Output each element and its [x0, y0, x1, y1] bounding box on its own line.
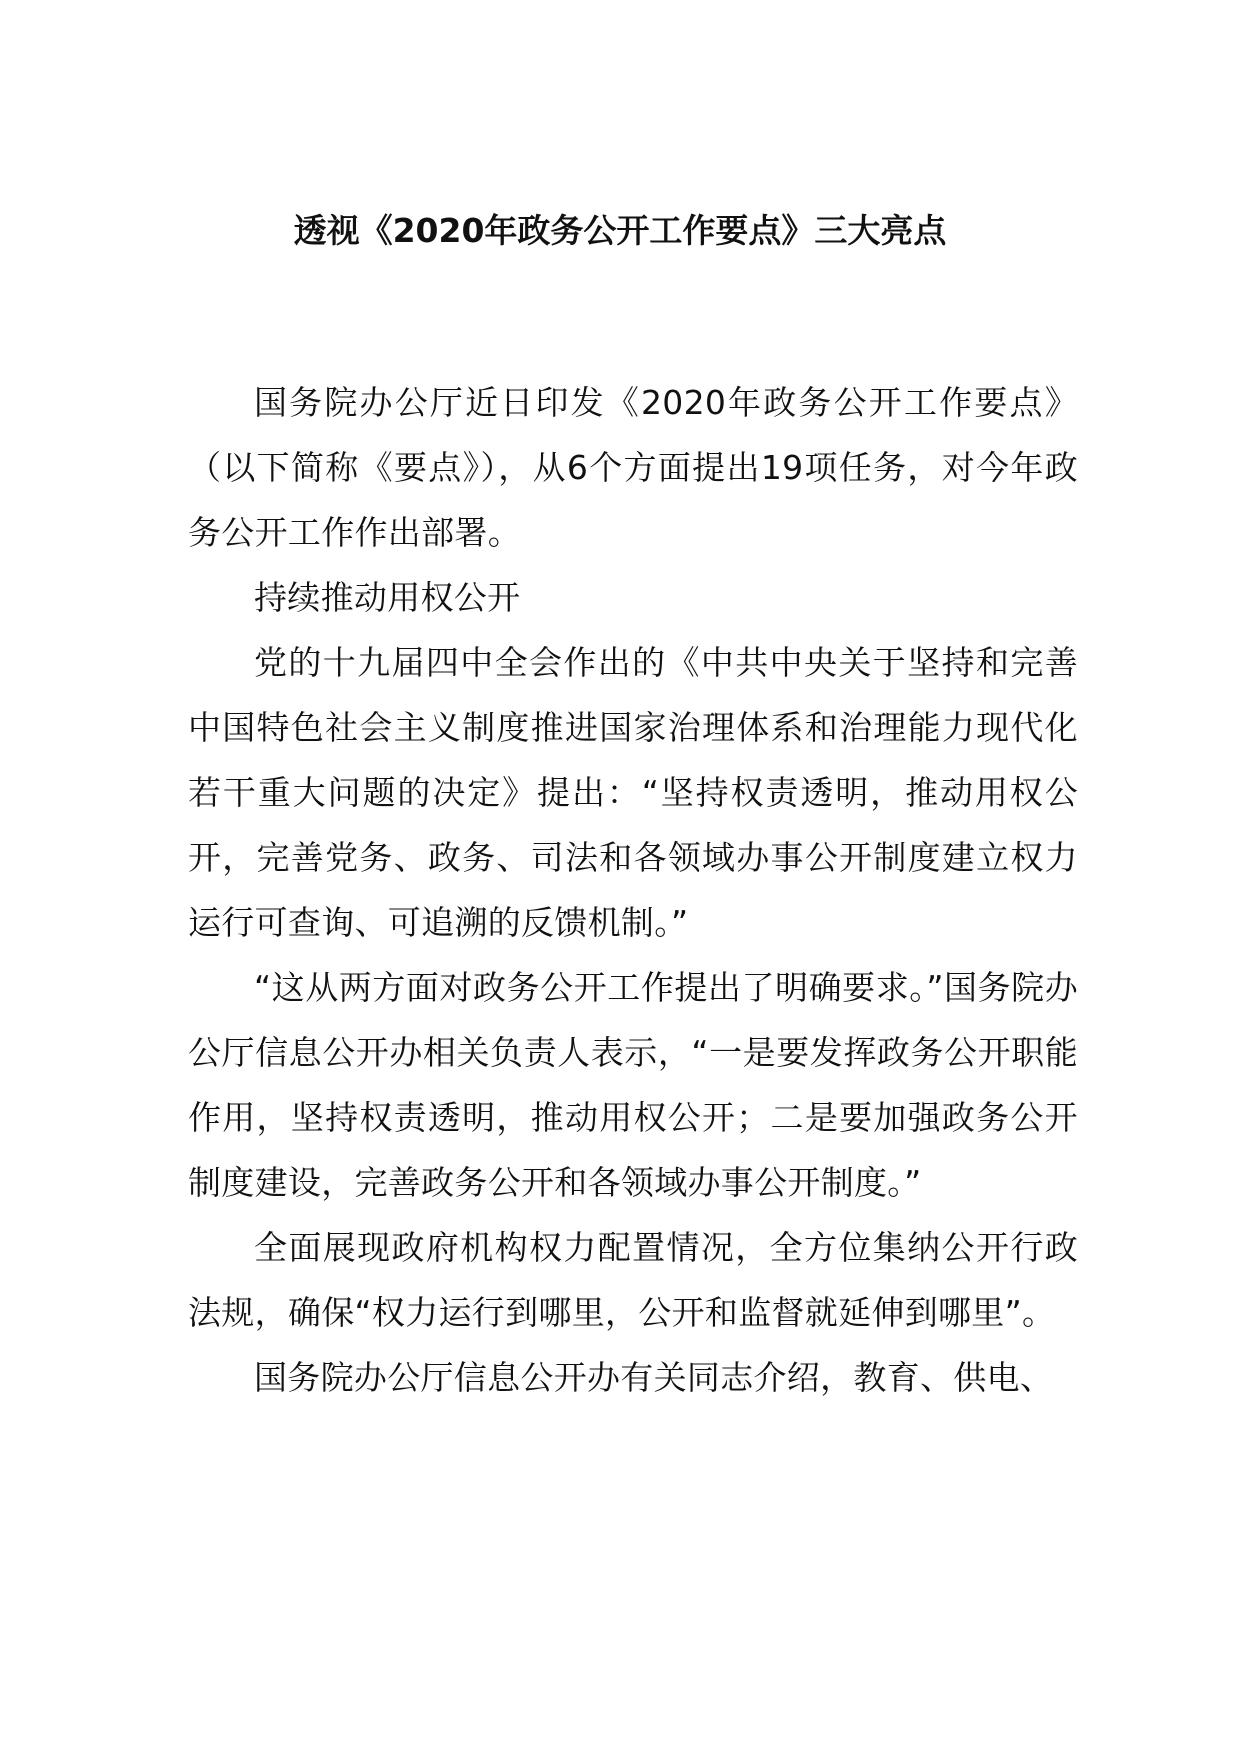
paragraph-intro: 国务院办公厅近日印发《2020年政务公开工作要点》（以下简称《要点》），从6个方面提出19项任务，对今年政务公开工作作出部署。	[188, 383, 1078, 552]
document-body	[188, 370, 1078, 1410]
paragraph: “这从两方面对政务公开工作提出了明确要求。”国务院办公厅信息公开办相关负责人表示，“一是要发挥政务公开职能作用，坚持权责透明，推动用权公开；二是要加强政务公开制度建设，完善政务公开和各领域办事公开制度。”	[188, 968, 1078, 1202]
paragraph: 党的十九届四中全会作出的《中共中央关于坚持和完善中国特色社会主义制度推进国家治理体系和治理能力现代化若干重大问题的决定》提出：“坚持权责透明，推动用权公开，完善党务、政务、司法和各领域办事公开制度建立权力运行可查询、可追溯的反馈机制。”	[188, 643, 1078, 942]
section-heading: 持续推动用权公开	[254, 578, 521, 617]
paragraph: 全面展现政府机构权力配置情况，全方位集纳公开行政法规，确保“权力运行到哪里，公开和监督就延伸到哪里”。	[188, 1228, 1078, 1332]
document-title: 透视《2020年政务公开工作要点》三大亮点	[293, 211, 947, 250]
paragraph: 国务院办公厅信息公开办有关同志介绍，教育、供电、	[254, 1358, 1054, 1397]
